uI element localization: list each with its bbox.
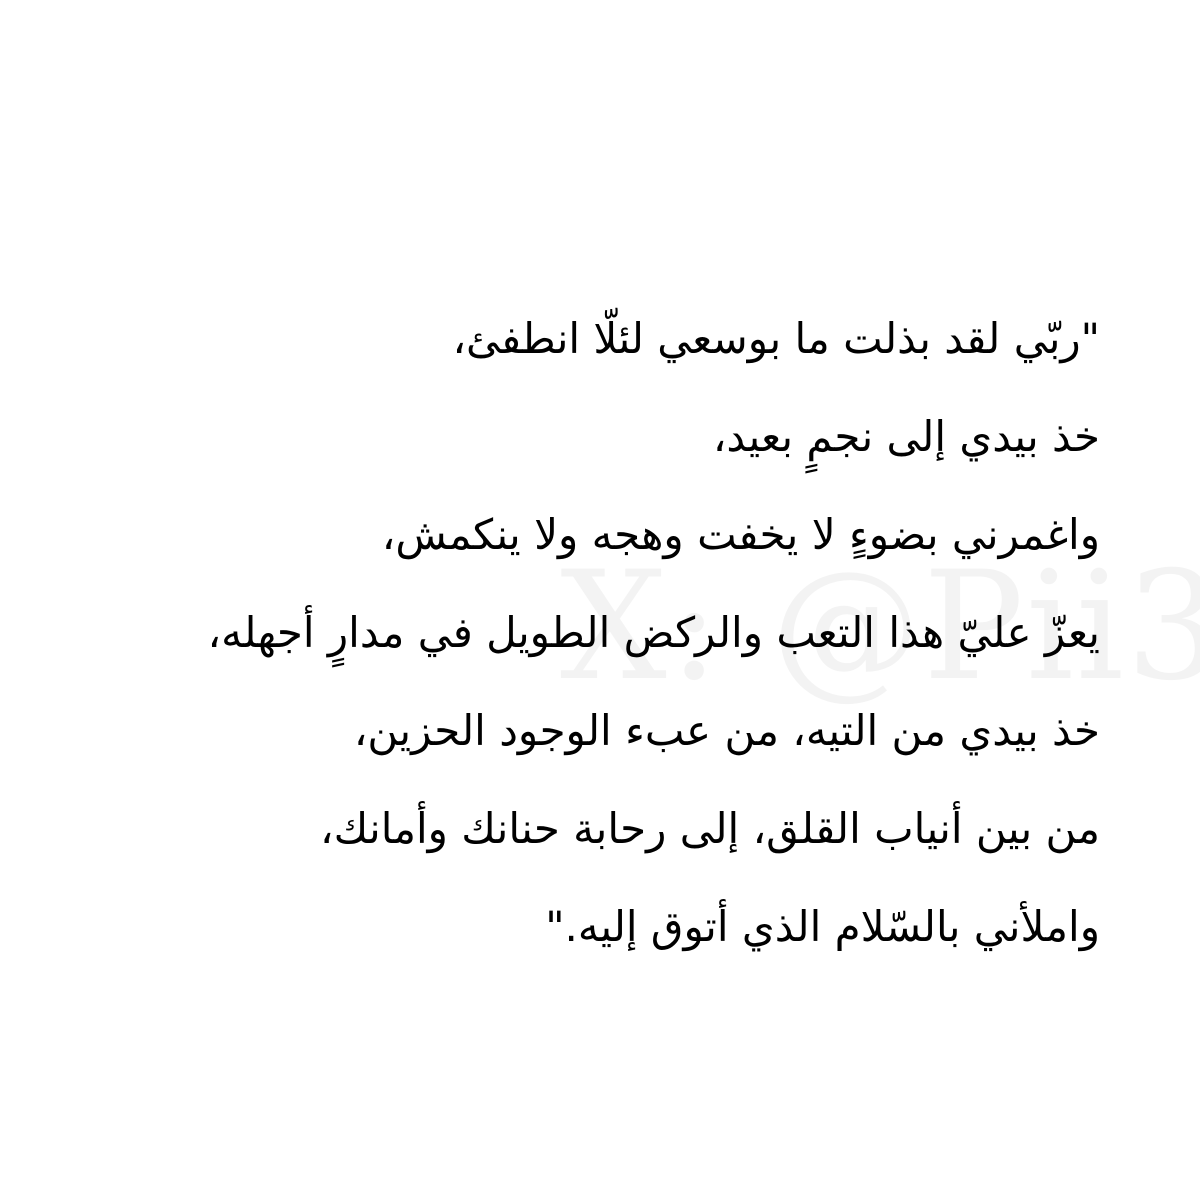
poem-line-7: واملأني بالسّلام الذي أتوق إليه."	[545, 902, 1100, 951]
poem-line-2: خذ بيدي إلى نجمٍ بعيد،	[712, 412, 1100, 461]
poem-line-1: "ربّي لقد بذلت ما بوسعي لئلّا انطفئ،	[452, 314, 1100, 363]
poem-line-5: خذ بيدي من التيه، من عبء الوجود الحزين،	[353, 706, 1100, 755]
poem-line-6: من بين أنياب القلق، إلى رحابة حنانك وأمانك،	[320, 804, 1100, 853]
poem-line-3: واغمرني بضوءٍ لا يخفت وهجه ولا ينكمش،	[381, 510, 1100, 559]
poem-line-4: يعزّ عليّ هذا التعب والركض الطويل في مدارٍ أجهله،	[207, 608, 1100, 657]
poem-text-block	[60, 290, 1100, 976]
